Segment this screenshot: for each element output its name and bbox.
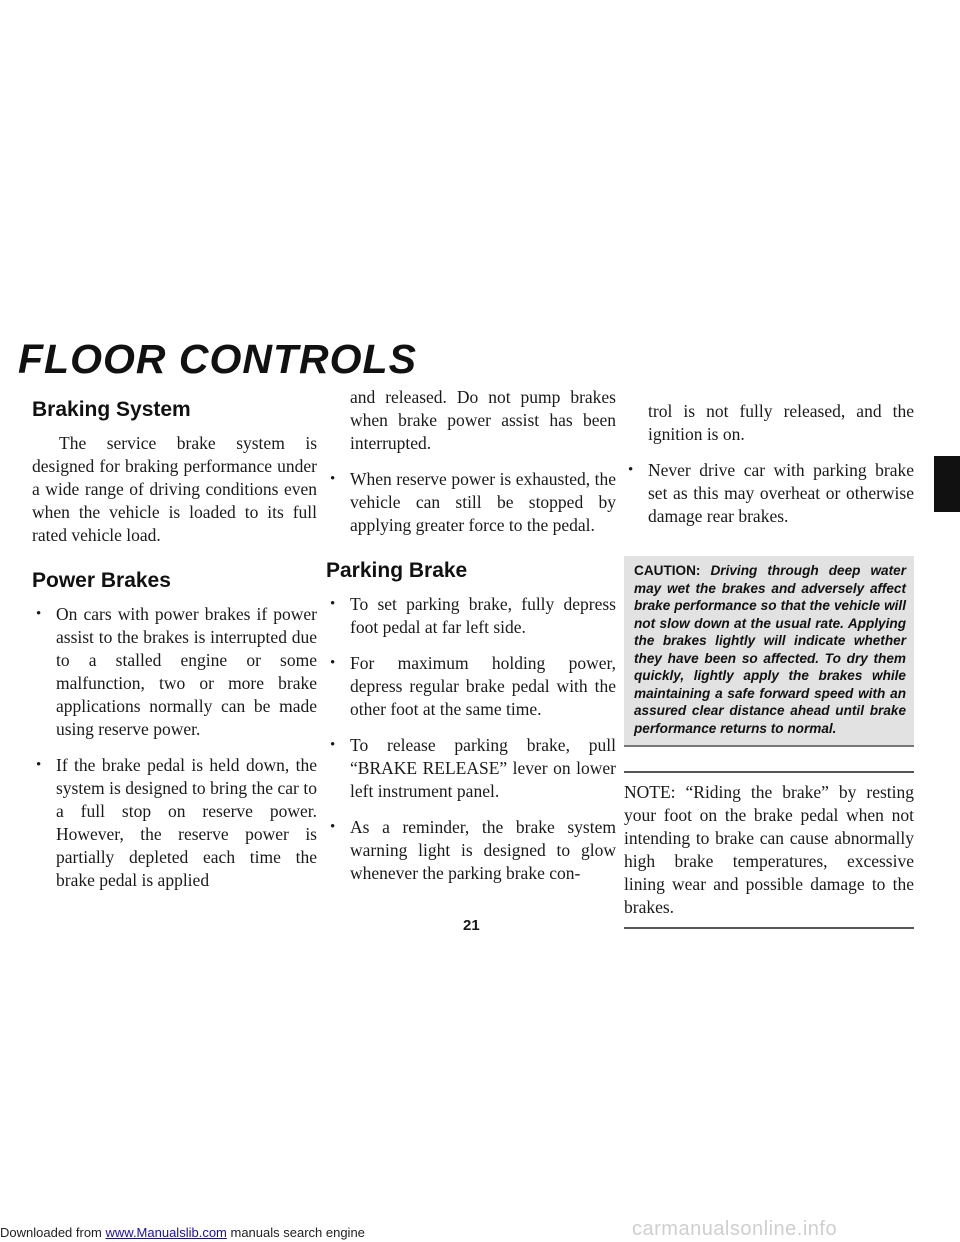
parking-brake-bullet-4: • As a reminder, the brake system warning light is designed to glow whenever the parking brake con- (326, 816, 616, 885)
column-2 (326, 386, 616, 898)
download-suffix: manuals search engine (226, 1225, 365, 1240)
download-prefix: Downloaded from (0, 1225, 106, 1240)
power-brakes-bullet-2: • If the brake pedal is held down, the system is designed to bring the car to a full stop on reserve power. However, the reserve power is partially depleted each time the brake pedal is applied (32, 754, 317, 892)
power-brakes-list-cont (326, 468, 616, 537)
column-1 (32, 398, 317, 905)
page-number: 21 (463, 917, 480, 934)
page-title: FLOOR CONTROLS (18, 336, 417, 382)
caution-label: CAUTION: (634, 563, 701, 578)
manualslib-link[interactable]: www.Manualslib.com (105, 1225, 227, 1240)
power-brakes-continuation: and released. Do not pump brakes when brake power assist has been interrupted. (350, 387, 616, 453)
parking-brake-bullet-1: • To set parking brake, fully depress foot pedal at far left side. (326, 593, 616, 639)
power-brakes-bullet-3: • When reserve power is exhausted, the vehicle can still be stopped by applying greater force to the pedal. (326, 468, 616, 537)
parking-brake-list (326, 593, 616, 885)
braking-system-heading: Braking System (32, 398, 191, 421)
parking-brake-heading: Parking Brake (326, 559, 468, 582)
parking-brake-bullet-5: • Never drive car with parking brake set as this may overheat or otherwise damage rear brakes. (624, 459, 914, 528)
braking-system-text: The service brake system is designed for braking performance under a wide range of driving conditions even when the vehicle is loaded to its full rated vehicle load. (32, 433, 317, 545)
footer-watermark: carmanualsonline.info (632, 1218, 838, 1240)
caution-box (624, 556, 914, 747)
power-brakes-bullet-1: • On cars with power brakes if power assist to the brakes is interrupted due to a stalled engine or some malfunction, two or more brake applications normally can be made using reserve power. (32, 603, 317, 741)
caution-text: Driving through deep water may wet the brakes and adversely affect brake performance so that the vehicle will not slow down at the usual rate. Applying the brakes lightly will indicate whether they have been so affected. To dry them quickly, lightly apply the brakes while maintaining a safe forward speed with an assured clear distance ahead until brake performance returns to normal. (634, 563, 906, 736)
parking-brake-continuation: trol is not fully released, and the ignition is on. (648, 401, 914, 444)
power-brakes-heading: Power Brakes (32, 569, 171, 592)
parking-brake-bullet-3: • To release parking brake, pull “BRAKE RELEASE” lever on lower left instrument panel. (326, 734, 616, 803)
power-brakes-list (32, 603, 317, 892)
parking-brake-list-cont (624, 459, 914, 528)
note-box: NOTE: “Riding the brake” by resting your foot on the brake pedal when not intending to brake can cause abnormally high brake temperatures, excessive lining wear and possible damage to the brakes. (624, 771, 914, 929)
edge-tab (934, 456, 960, 512)
parking-brake-bullet-2: • For maximum holding power, depress regular brake pedal with the other foot at the same time. (326, 652, 616, 721)
column-3 (624, 400, 914, 929)
